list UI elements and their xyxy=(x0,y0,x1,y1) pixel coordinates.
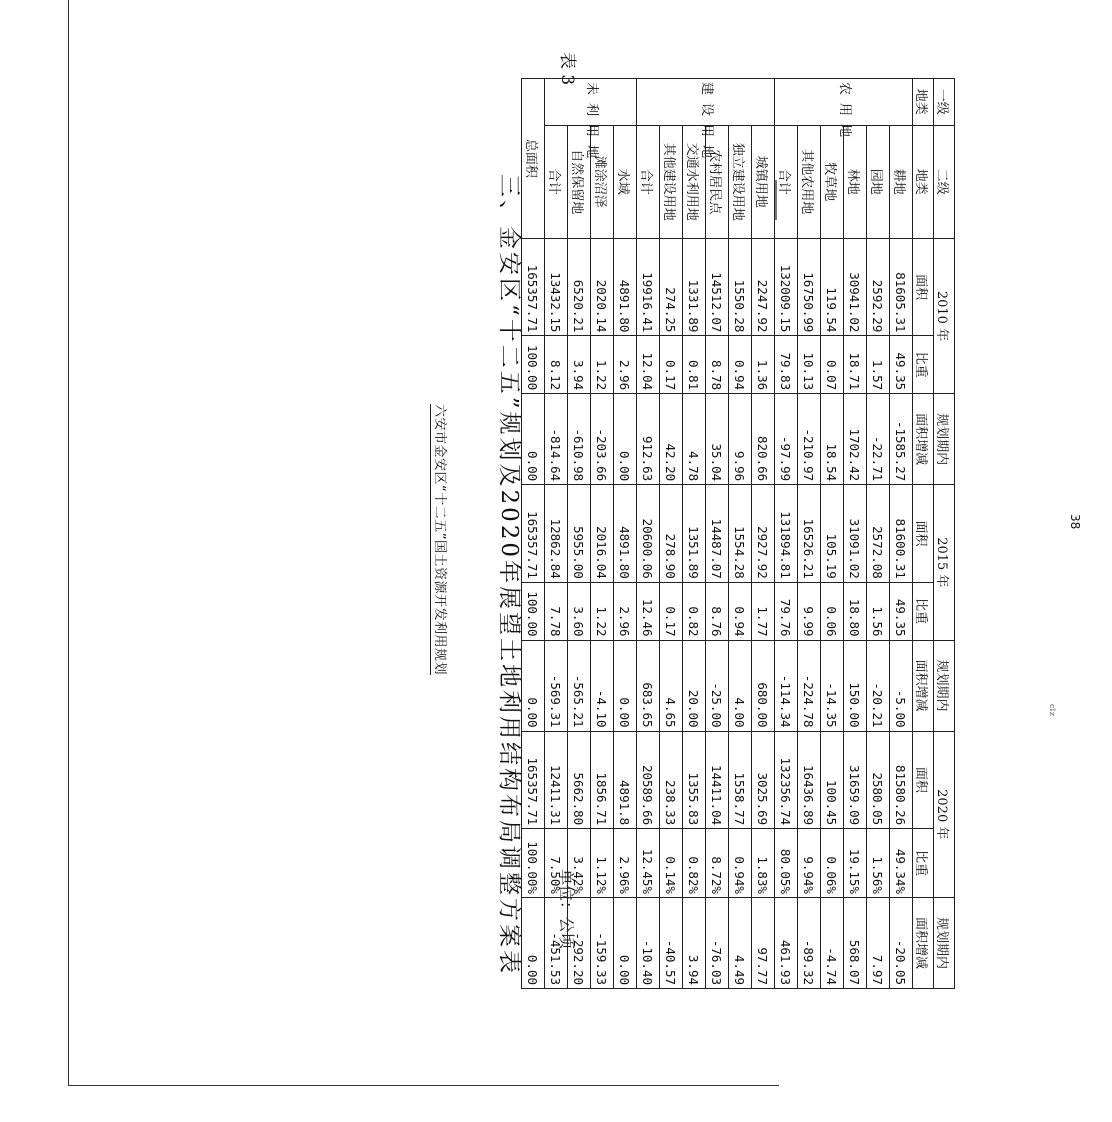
value-cell: 0.07 xyxy=(821,336,844,394)
table-row xyxy=(683,79,706,989)
value-cell: -114.34 xyxy=(775,640,798,731)
category-cell: 耕地 xyxy=(890,125,913,238)
value-cell: 1550.28 xyxy=(729,238,752,336)
value-cell: 0.94 xyxy=(729,582,752,640)
value-cell: 16526.21 xyxy=(798,485,821,583)
value-cell: 12.46 xyxy=(637,582,660,640)
value-cell: 42.20 xyxy=(660,394,683,485)
value-cell: 4.49 xyxy=(729,897,752,988)
value-cell: 132356.74 xyxy=(775,731,798,829)
value-cell: 912.63 xyxy=(637,394,660,485)
table-row xyxy=(568,79,591,989)
value-cell: 49.35 xyxy=(890,582,913,640)
value-cell: 5955.00 xyxy=(568,485,591,583)
value-cell: -40.57 xyxy=(660,897,683,988)
value-cell: -1585.27 xyxy=(890,394,913,485)
header-cell: 规划期内 xyxy=(934,640,955,731)
category-cell: 交通水利用地 xyxy=(683,125,706,238)
page-header: 六安市金安区“十二五”国土资源开发利用规划 xyxy=(430,404,451,675)
value-cell: 14487.07 xyxy=(706,485,729,583)
value-cell: 1702.42 xyxy=(844,394,867,485)
value-cell: 8.76 xyxy=(706,582,729,640)
category-cell: 合计 xyxy=(545,125,568,238)
value-cell: 30941.02 xyxy=(844,238,867,336)
value-cell: 4.65 xyxy=(660,640,683,731)
header-cell: 面积 xyxy=(913,485,934,583)
table-row xyxy=(545,79,568,989)
page-number: 38 xyxy=(1068,514,1082,530)
value-cell: -610.98 xyxy=(568,394,591,485)
value-cell: 8.12 xyxy=(545,336,568,394)
value-cell: 31091.02 xyxy=(844,485,867,583)
header-cell: 2015 年 xyxy=(934,485,955,640)
value-cell: 12.45% xyxy=(637,829,660,898)
header-cell: 规划期内 xyxy=(934,897,955,988)
value-cell: 10.13 xyxy=(798,336,821,394)
value-cell: 2020.14 xyxy=(591,238,614,336)
value-cell: 1.12% xyxy=(591,829,614,898)
rotated-page xyxy=(412,14,1112,1086)
header-cell: 比重 xyxy=(913,582,934,640)
category-cell: 其他农用地 xyxy=(798,125,821,238)
category-cell: 农村居民点 xyxy=(706,125,729,238)
value-cell: 18.71 xyxy=(844,336,867,394)
header-cell: 一级 xyxy=(934,79,955,126)
value-cell: 0.17 xyxy=(660,336,683,394)
value-cell: 81580.26 xyxy=(890,731,913,829)
value-cell: -565.21 xyxy=(568,640,591,731)
value-cell: 16436.89 xyxy=(798,731,821,829)
value-cell: 1.36 xyxy=(752,336,775,394)
value-cell: -5.00 xyxy=(890,640,913,731)
value-cell: 2580.05 xyxy=(867,731,890,829)
value-cell: 1.83% xyxy=(752,829,775,898)
value-cell: 18.54 xyxy=(821,394,844,485)
value-cell: 4891.80 xyxy=(614,485,637,583)
category-cell: 合计 xyxy=(637,125,660,238)
value-cell: 100.00 xyxy=(522,582,545,640)
value-cell: 7.78 xyxy=(545,582,568,640)
value-cell: 4891.8 xyxy=(614,731,637,829)
value-cell: 3.94 xyxy=(683,897,706,988)
header-cell: 比重 xyxy=(913,336,934,394)
value-cell: 0.06% xyxy=(821,829,844,898)
header-cell: 面积 xyxy=(913,238,934,336)
value-cell: 8.78 xyxy=(706,336,729,394)
value-cell: 820.66 xyxy=(752,394,775,485)
value-cell: 1.56 xyxy=(867,582,890,640)
value-cell: -22.71 xyxy=(867,394,890,485)
category-cell: 合计 xyxy=(775,125,798,238)
value-cell: 0.00 xyxy=(614,897,637,988)
value-cell: 79.76 xyxy=(775,582,798,640)
value-cell: 31659.09 xyxy=(844,731,867,829)
category-cell: 园地 xyxy=(867,125,890,238)
group-label: 建设用地 xyxy=(637,79,775,126)
value-cell: 3.94 xyxy=(568,336,591,394)
header-cell: 面积增减 xyxy=(913,897,934,988)
value-cell: 568.07 xyxy=(844,897,867,988)
header-row xyxy=(934,79,955,989)
value-cell: 3025.69 xyxy=(752,731,775,829)
value-cell: 461.93 xyxy=(775,897,798,988)
table-row xyxy=(798,79,821,989)
value-cell: 14411.04 xyxy=(706,731,729,829)
value-cell: 119.54 xyxy=(821,238,844,336)
value-cell: 100.00% xyxy=(522,829,545,898)
value-cell: 13432.15 xyxy=(545,238,568,336)
table-row xyxy=(660,79,683,989)
value-cell: -20.21 xyxy=(867,640,890,731)
header-cell: 面积增减 xyxy=(913,640,934,731)
value-cell: 2572.08 xyxy=(867,485,890,583)
value-cell: 3.42% xyxy=(568,829,591,898)
value-cell: 0.94 xyxy=(729,336,752,394)
table-row xyxy=(591,79,614,989)
category-cell: 独立建设用地 xyxy=(729,125,752,238)
value-cell: 680.00 xyxy=(752,640,775,731)
header-cell: 二级 xyxy=(934,125,955,238)
value-cell: -4.10 xyxy=(591,640,614,731)
header-cell: 面积 xyxy=(913,731,934,829)
scan-speck: ᶜˡᶻ xyxy=(1042,704,1057,716)
header-cell: 比重 xyxy=(913,829,934,898)
header-row xyxy=(913,79,934,989)
value-cell: 9.99 xyxy=(798,582,821,640)
value-cell: 0.00 xyxy=(522,897,545,988)
value-cell: 165357.71 xyxy=(522,485,545,583)
table-row xyxy=(729,79,752,989)
table-row xyxy=(821,79,844,989)
value-cell: -89.32 xyxy=(798,897,821,988)
value-cell: 12.04 xyxy=(637,336,660,394)
header-cell: 2020 年 xyxy=(934,731,955,897)
header-cell: 2010 年 xyxy=(934,238,955,393)
value-cell: 278.90 xyxy=(660,485,683,583)
value-cell: 2247.92 xyxy=(752,238,775,336)
category-cell: 城镇用地 xyxy=(752,125,775,238)
value-cell: 35.04 xyxy=(706,394,729,485)
value-cell: -20.05 xyxy=(890,897,913,988)
value-cell: 2016.04 xyxy=(591,485,614,583)
value-cell: 20.00 xyxy=(683,640,706,731)
value-cell: 20600.06 xyxy=(637,485,660,583)
value-cell: 8.72% xyxy=(706,829,729,898)
value-cell: 1558.77 xyxy=(729,731,752,829)
value-cell: 1331.89 xyxy=(683,238,706,336)
value-cell: 105.19 xyxy=(821,485,844,583)
category-cell: 牧草地 xyxy=(821,125,844,238)
value-cell: 18.80 xyxy=(844,582,867,640)
table-row xyxy=(637,79,660,989)
value-cell: -10.40 xyxy=(637,897,660,988)
value-cell: 238.33 xyxy=(660,731,683,829)
value-cell: 3.60 xyxy=(568,582,591,640)
value-cell: 4891.80 xyxy=(614,238,637,336)
value-cell: 81600.31 xyxy=(890,485,913,583)
value-cell: 16750.99 xyxy=(798,238,821,336)
header-cell: 面积增减 xyxy=(913,394,934,485)
category-cell: 其他建设用地 xyxy=(660,125,683,238)
value-cell: 1554.28 xyxy=(729,485,752,583)
value-cell: -451.53 xyxy=(545,897,568,988)
value-cell: 100.45 xyxy=(821,731,844,829)
value-cell: -203.66 xyxy=(591,394,614,485)
value-cell: 7.97 xyxy=(867,897,890,988)
value-cell: -25.00 xyxy=(706,640,729,731)
value-cell: 165357.71 xyxy=(522,731,545,829)
value-cell: 0.81 xyxy=(683,336,706,394)
group-label: 总面积 xyxy=(522,79,545,239)
value-cell: 2.96 xyxy=(614,336,637,394)
table-row xyxy=(614,79,637,989)
table-row xyxy=(775,79,798,989)
table-label: 表 3 xyxy=(557,52,577,86)
value-cell: 97.77 xyxy=(752,897,775,988)
land-use-table xyxy=(521,78,955,989)
value-cell: -76.03 xyxy=(706,897,729,988)
value-cell: 49.34% xyxy=(890,829,913,898)
value-cell: 0.06 xyxy=(821,582,844,640)
category-cell: 水域 xyxy=(614,125,637,238)
value-cell: 1856.71 xyxy=(591,731,614,829)
value-cell: -292.20 xyxy=(568,897,591,988)
value-cell: 0.00 xyxy=(614,640,637,731)
unit-label: 单位：公顷 xyxy=(557,869,576,950)
value-cell: 12411.31 xyxy=(545,731,568,829)
value-cell: 1355.83 xyxy=(683,731,706,829)
value-cell: 0.82 xyxy=(683,582,706,640)
value-cell: -4.74 xyxy=(821,897,844,988)
value-cell: 49.35 xyxy=(890,336,913,394)
value-cell: 4.78 xyxy=(683,394,706,485)
value-cell: 19916.41 xyxy=(637,238,660,336)
header-cell: 地类 xyxy=(913,79,934,126)
value-cell: 20589.66 xyxy=(637,731,660,829)
value-cell: 9.94% xyxy=(798,829,821,898)
value-cell: 274.25 xyxy=(660,238,683,336)
value-cell: 1.22 xyxy=(591,582,614,640)
value-cell: -159.33 xyxy=(591,897,614,988)
value-cell: 5662.80 xyxy=(568,731,591,829)
value-cell: 0.00 xyxy=(614,394,637,485)
value-cell: 2927.92 xyxy=(752,485,775,583)
value-cell: 0.14% xyxy=(660,829,683,898)
group-label: 农用地 xyxy=(775,79,913,126)
value-cell: 9.96 xyxy=(729,394,752,485)
value-cell: -97.99 xyxy=(775,394,798,485)
value-cell: 19.15% xyxy=(844,829,867,898)
value-cell: 7.50% xyxy=(545,829,568,898)
table-row xyxy=(706,79,729,989)
category-cell: 滩涂沼泽 xyxy=(591,125,614,238)
value-cell: 0.17 xyxy=(660,582,683,640)
value-cell: 683.65 xyxy=(637,640,660,731)
page-title: 三、金安区“十二五”规划及2020年展望土地利用结构布局调整方案表 xyxy=(496,174,522,977)
value-cell: 1.77 xyxy=(752,582,775,640)
value-cell: 4.00 xyxy=(729,640,752,731)
value-cell: 1.22 xyxy=(591,336,614,394)
value-cell: 80.05% xyxy=(775,829,798,898)
value-cell: 2592.29 xyxy=(867,238,890,336)
value-cell: -814.64 xyxy=(545,394,568,485)
table-row xyxy=(752,79,775,989)
header-cell: 规划期内 xyxy=(934,394,955,485)
table-row xyxy=(844,79,867,989)
category-cell: 自然保留地 xyxy=(568,125,591,238)
value-cell: 12862.84 xyxy=(545,485,568,583)
value-cell: 165357.71 xyxy=(522,238,545,336)
value-cell: 14512.07 xyxy=(706,238,729,336)
value-cell: 2.96 xyxy=(614,582,637,640)
value-cell: 0.00 xyxy=(522,394,545,485)
value-cell: 150.00 xyxy=(844,640,867,731)
value-cell: 2.96% xyxy=(614,829,637,898)
value-cell: 79.83 xyxy=(775,336,798,394)
value-cell: 0.82% xyxy=(683,829,706,898)
value-cell: 132009.15 xyxy=(775,238,798,336)
category-cell: 林地 xyxy=(844,125,867,238)
value-cell: 1.57 xyxy=(867,336,890,394)
value-cell: -224.78 xyxy=(798,640,821,731)
group-label: 未利用地 xyxy=(545,79,637,126)
value-cell: -210.97 xyxy=(798,394,821,485)
value-cell: 0.00 xyxy=(522,640,545,731)
value-cell: -569.31 xyxy=(545,640,568,731)
value-cell: 1351.89 xyxy=(683,485,706,583)
value-cell: 81605.31 xyxy=(890,238,913,336)
table-row xyxy=(890,79,913,989)
value-cell: 6520.21 xyxy=(568,238,591,336)
table-row xyxy=(867,79,890,989)
value-cell: 0.94% xyxy=(729,829,752,898)
value-cell: 1.56% xyxy=(867,829,890,898)
value-cell: 100.00 xyxy=(522,336,545,394)
value-cell: -14.35 xyxy=(821,640,844,731)
value-cell: 131894.81 xyxy=(775,485,798,583)
table-row xyxy=(522,79,545,989)
header-cell: 地类 xyxy=(913,125,934,238)
